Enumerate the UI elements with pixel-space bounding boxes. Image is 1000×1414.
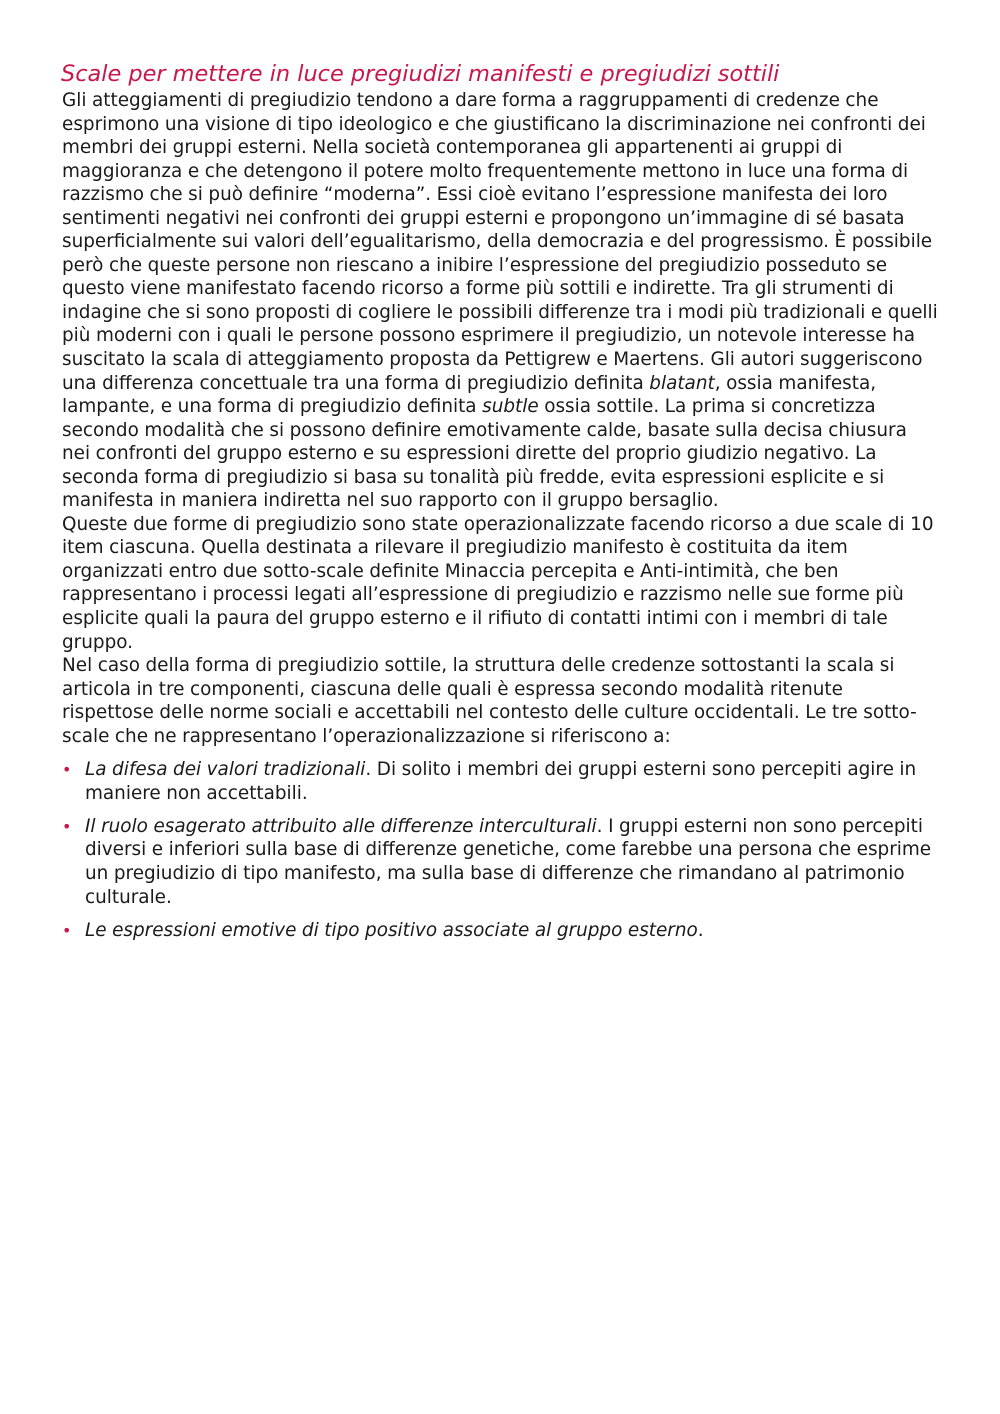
list-item (62, 919, 938, 943)
list-item-text: . I gruppi esterni non sono percepiti diversi e inferiori sulla base di differenze genetiche, come farebbe una persona che esprime un pregiudizio di tipo manifesto, ma sulla base di differenze che rimandano al patrimonio culturale. (85, 815, 932, 908)
section-title: Scale per mettere in luce pregiudizi manifesti e pregiudizi sottili (61, 61, 780, 87)
list-item-title: Il ruolo esagerato attribuito alle differenze interculturali (85, 815, 597, 837)
list-item-title: Le espressioni emotive di tipo positivo associate al gruppo esterno (85, 919, 698, 941)
list-item-text: . (697, 919, 704, 941)
paragraph-1-text-e: ossia sottile. La prima si concretizza secondo modalità che si possono definire emotivamente calde, basate sulla decisa chiusura nei confronti del gruppo esterno e su espressioni dirette del proprio giudizio negativo. La seconda forma di pregiudizio si basa su tonalità più fredde, evita espressioni esplicite e si manifesta in maniera indiretta nel suo rapporto con il gruppo bersaglio. (62, 396, 907, 512)
list-item (62, 758, 938, 805)
bullet-icon: • (62, 760, 72, 780)
paragraph-2: Queste due forme di pregiudizio sono state operazionalizzate facendo ricorso a due scale di 10 item ciascuna. Quella destinata a rilevare il pregiudizio manifesto è costituita da item organizzati entro due sotto-scale definite Minaccia percepita e Anti-intimità, che ben rappresentano i processi legati all’espressione di pregiudizio e razzismo nelle sue forme più esplicite quali la paura del gruppo esterno e il rifiuto di contatti intimi con i membri di tale gruppo. (62, 513, 934, 653)
term-subtle: subtle (482, 396, 539, 418)
list-item-text: . Di solito i membri dei gruppi esterni sono percepiti agire in maniere non accettabili. (85, 759, 917, 804)
paragraph-1-text-c: , ossia manifesta, lampante, e una forma di pregiudizio definita (62, 372, 877, 418)
document-page (62, 60, 938, 952)
list-item-title: La difesa dei valori tradizionali (85, 759, 366, 781)
paragraph-1 (62, 89, 938, 513)
list-item (62, 815, 938, 909)
bullet-icon: • (62, 920, 72, 940)
subscale-list (62, 758, 938, 942)
bullet-icon: • (62, 816, 72, 836)
paragraph-3: Nel caso della forma di pregiudizio sottile, la struttura delle credenze sottostanti la scala si articola in tre componenti, ciascuna delle quali è espressa secondo modalità ritenute rispettose delle norme sociali e accettabili nel contesto delle culture occidentali. Le tre sotto-scale che ne rappresentano l’operazionalizzazione si riferiscono a: (62, 655, 917, 747)
term-blatant: blatant (649, 372, 715, 394)
paragraph-1-text-a: Gli atteggiamenti di pregiudizio tendono a dare forma a raggruppamenti di credenze che esprimono una visione di tipo ideologico e che giustificano la discriminazione nei confronti dei membri dei gruppi esterni. Nella società contemporanea gli appartenenti ai gruppi di maggioranza e che detengono il potere molto frequentemente mettono in luce una forma di razzismo che si può definire “moderna”. Essi cioè evitano l’espressione manifesta dei loro sentimenti negativi nei confronti dei gruppi esterni e propongono un’immagine di sé basata superficialmente sui valori dell’egualitarismo, della democrazia e del progressismo. È possibile però che queste persone non riescano a inibire l’espressione del pregiudizio posseduto se questo viene manifestato facendo ricorso a forme più sottili e indirette. Tra gli strumenti di indagine che si sono proposti di cogliere le possibili differenze tra i modi più tradizionali e quelli più moderni con i quali le persone possono esprimere il pregiudizio, un notevole interesse ha suscitato la scala di atteggiamento proposta da Pettigrew e Maertens. Gli autori suggeriscono una differenza concettuale tra una forma di pregiudizio definita (62, 90, 938, 394)
